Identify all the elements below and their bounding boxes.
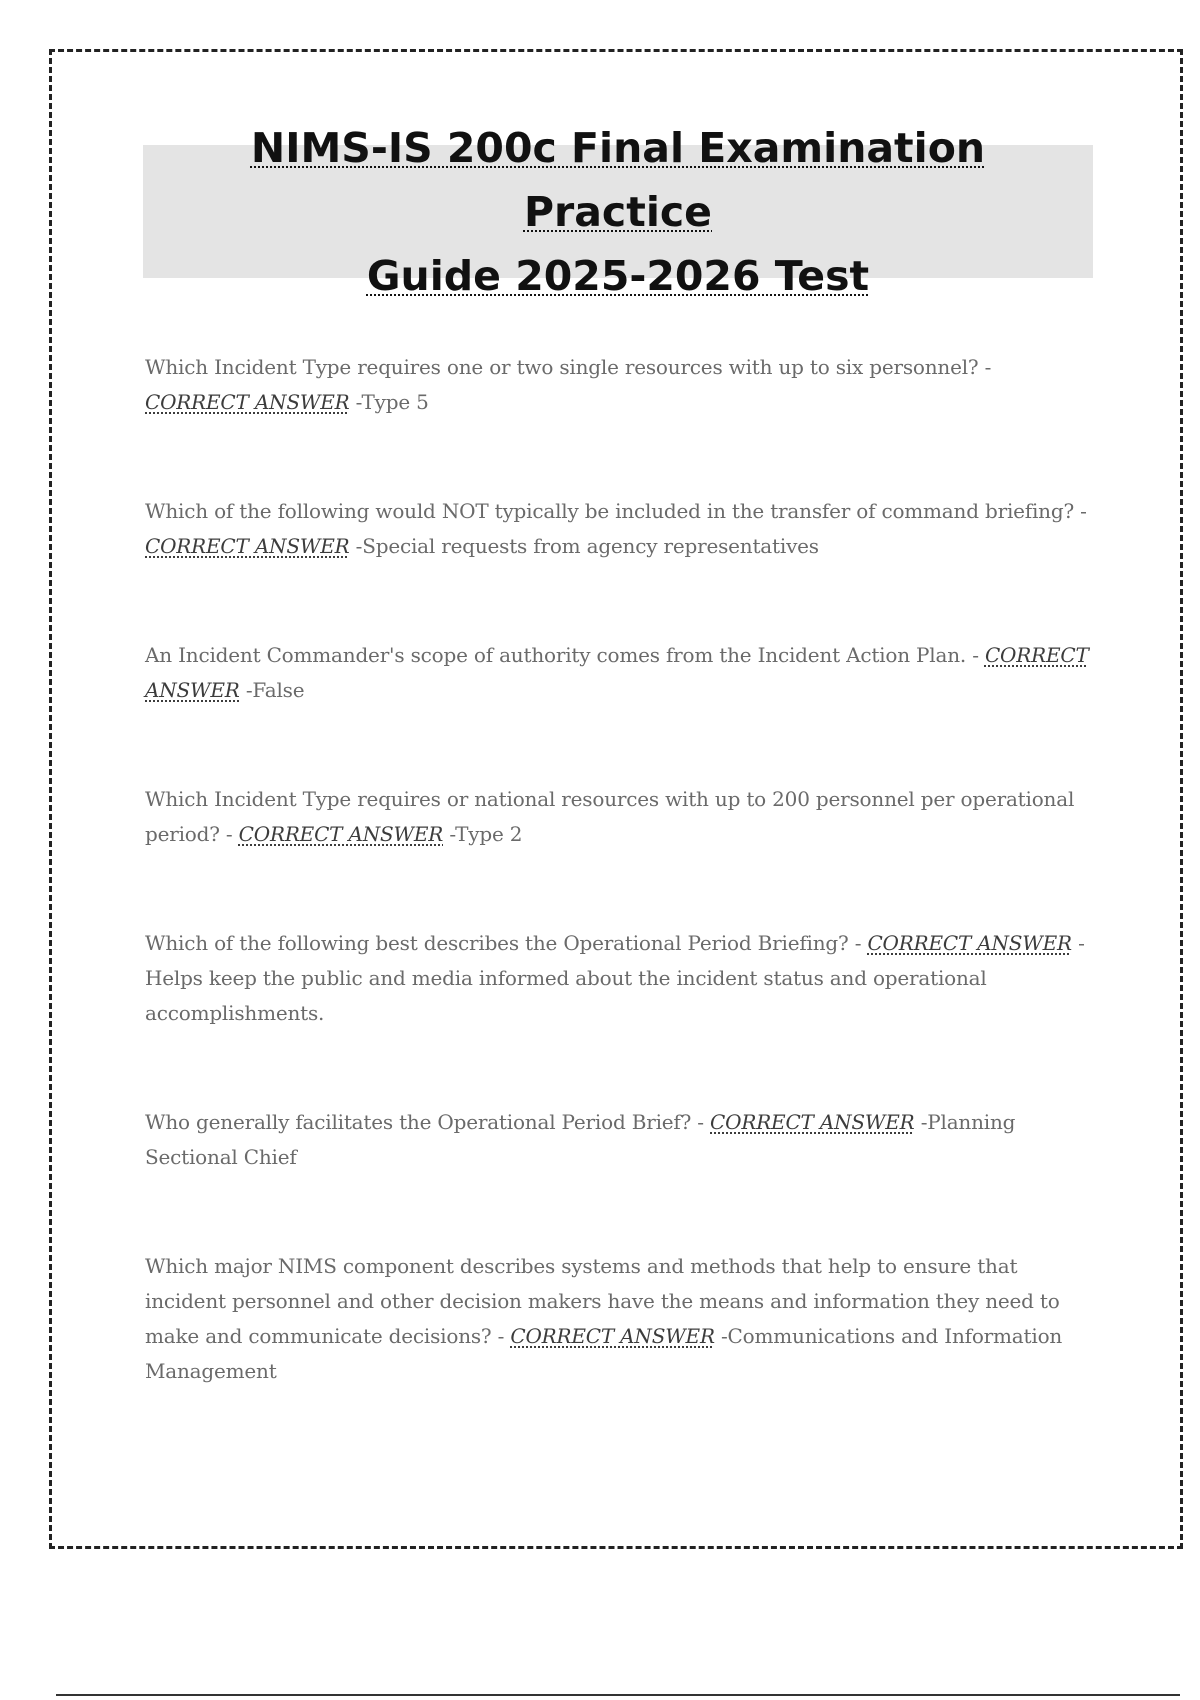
correct-answer-label: CORRECT ANSWER — [238, 822, 444, 846]
question-item — [145, 1105, 1090, 1175]
question-text: An Incident Commander's scope of authority comes from the Incident Action Plan. - — [145, 643, 979, 667]
answer-text: -Helps keep the public and media informed about the incident status and operational accomplishments. — [145, 931, 1085, 1025]
question-item — [145, 350, 1090, 420]
question-list — [145, 350, 1090, 1389]
answer-text: -Type 5 — [355, 390, 429, 414]
answer-text: -Communications and Information Management — [145, 1324, 1063, 1383]
document-title — [173, 116, 1063, 308]
correct-answer-label: CORRECT ANSWER — [510, 1324, 715, 1348]
answer-text: -False — [245, 678, 305, 702]
correct-answer-label: CORRECT ANSWER — [867, 931, 1072, 955]
question-text: Who generally facilitates the Operational Period Brief? - — [145, 1110, 704, 1134]
correct-answer-label: CORRECT ANSWER — [145, 643, 1089, 702]
question-text: Which major NIMS component describes systems and methods that help to ensure that incident personnel and other decision makers have the means and information they need to make and communicate decisions? - — [145, 1254, 1060, 1348]
correct-answer-label: CORRECT ANSWER — [145, 390, 350, 414]
question-text: Which Incident Type requires one or two single resources with up to six personnel? - — [145, 355, 992, 379]
title-banner — [143, 123, 1093, 300]
question-item — [145, 494, 1090, 564]
question-item — [145, 782, 1090, 852]
footer-divider — [56, 1694, 1180, 1696]
question-item — [145, 638, 1090, 708]
answer-text: -Planning Sectional Chief — [145, 1110, 1016, 1169]
question-text: Which of the following best describes the Operational Period Briefing? - — [145, 931, 862, 955]
correct-answer-label: CORRECT ANSWER — [710, 1110, 915, 1134]
question-text: Which Incident Type requires or national resources with up to 200 personnel per operational period? - — [145, 787, 1075, 846]
question-item — [145, 926, 1090, 1031]
question-text: Which of the following would NOT typically be included in the transfer of command briefing? - — [145, 499, 1087, 523]
question-item — [145, 1249, 1090, 1389]
answer-text: -Type 2 — [449, 822, 523, 846]
answer-text: -Special requests from agency representatives — [355, 534, 819, 558]
correct-answer-label: CORRECT ANSWER — [145, 534, 350, 558]
document-title-line-1: NIMS-IS 200c Final Examination Practice — [250, 123, 986, 236]
document-title-line-2: Guide 2025-2026 Test — [366, 251, 870, 300]
